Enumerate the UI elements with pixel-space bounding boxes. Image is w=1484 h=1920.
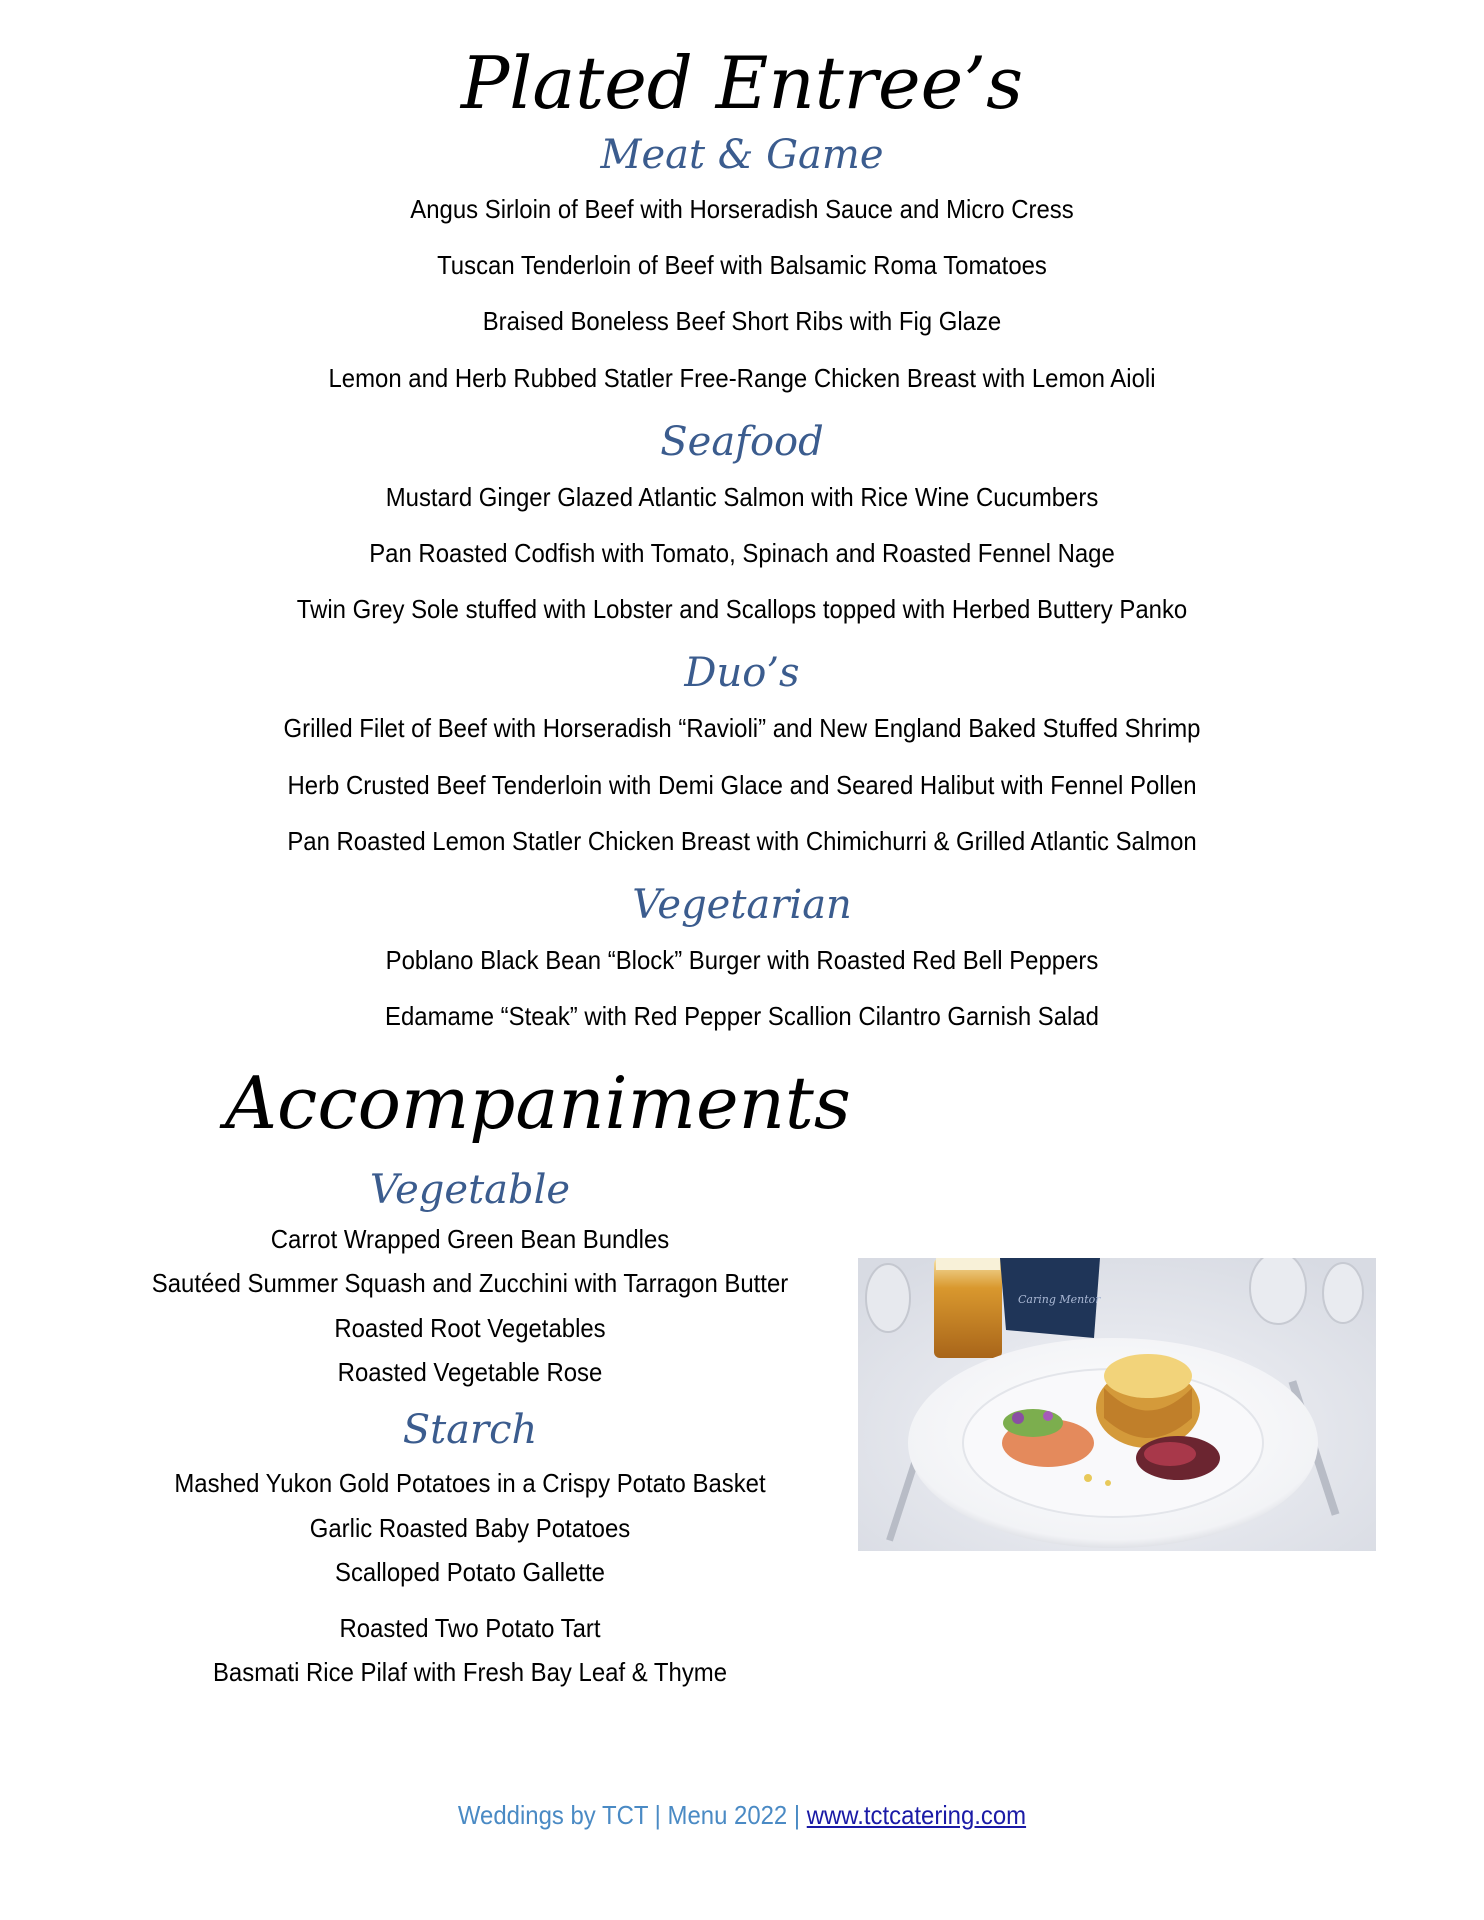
plated-dish-photo <box>858 1258 1376 1551</box>
menu-item: Lemon and Herb Rubbed Statler Free-Range Chicken Breast with Lemon Aioli <box>328 363 1156 393</box>
starch-heading: Starch <box>402 1407 538 1453</box>
accompaniments-title: Accompaniments <box>225 1061 851 1145</box>
accompaniment-item: Garlic Roasted Baby Potatoes <box>309 1513 631 1543</box>
footer-text: Weddings by TCT | Menu 2022 | <box>457 1800 807 1830</box>
vegetable-heading: Vegetable <box>369 1167 571 1213</box>
menu-item: Twin Grey Sole stuffed with Lobster and Scallops topped with Herbed Buttery Panko <box>296 594 1188 624</box>
menu-item: Tuscan Tenderloin of Beef with Balsamic Roma Tomatoes <box>437 250 1047 280</box>
accompaniment-item: Roasted Vegetable Rose <box>337 1357 603 1387</box>
vegetarian-heading: Vegetarian <box>632 882 852 928</box>
accompaniment-item: Carrot Wrapped Green Bean Bundles <box>270 1224 670 1254</box>
menu-item: Edamame “Steak” with Red Pepper Scallion Cilantro Garnish Salad <box>385 1001 1099 1031</box>
menu-item: Angus Sirloin of Beef with Horseradish Sauce and Micro Cress <box>410 194 1074 224</box>
accompaniment-item: Basmati Rice Pilaf with Fresh Bay Leaf & Thyme <box>212 1657 728 1687</box>
menu-item: Pan Roasted Lemon Statler Chicken Breast with Chimichurri & Grilled Atlantic Salmon <box>287 826 1197 856</box>
menu-item: Braised Boneless Beef Short Ribs with Fig Glaze <box>482 306 1002 336</box>
menu-item: Mustard Ginger Glazed Atlantic Salmon with Rice Wine Cucumbers <box>385 482 1099 512</box>
menu-item: Pan Roasted Codfish with Tomato, Spinach and Roasted Fennel Nage <box>369 538 1115 568</box>
accompaniment-item: Roasted Two Potato Tart <box>339 1613 601 1643</box>
table-card-text: Caring Mentor <box>1018 1293 1101 1306</box>
accompaniment-item: Sautéed Summer Squash and Zucchini with Tarragon Butter <box>151 1268 789 1298</box>
seafood-heading: Seafood <box>660 419 824 465</box>
footer <box>59 1798 1424 1832</box>
page-title: Plated Entree’s <box>460 41 1024 125</box>
accompaniment-item: Roasted Root Vegetables <box>334 1313 606 1343</box>
menu-item: Herb Crusted Beef Tenderloin with Demi Glace and Seared Halibut with Fennel Pollen <box>287 770 1197 800</box>
accompaniment-item: Mashed Yukon Gold Potatoes in a Crispy Potato Basket <box>174 1468 766 1498</box>
plated-dish-illustration <box>858 1258 1376 1551</box>
menu-item: Grilled Filet of Beef with Horseradish “Ravioli” and New England Baked Stuffed Shrimp <box>283 713 1201 743</box>
meat-game-heading: Meat & Game <box>600 132 884 178</box>
accompaniment-item: Scalloped Potato Gallette <box>335 1557 605 1587</box>
menu-item: Poblano Black Bean “Block” Burger with Roasted Red Bell Peppers <box>385 945 1099 975</box>
duos-heading: Duo’s <box>684 650 800 696</box>
website-link[interactable]: www.tctcatering.com <box>806 1800 1027 1830</box>
